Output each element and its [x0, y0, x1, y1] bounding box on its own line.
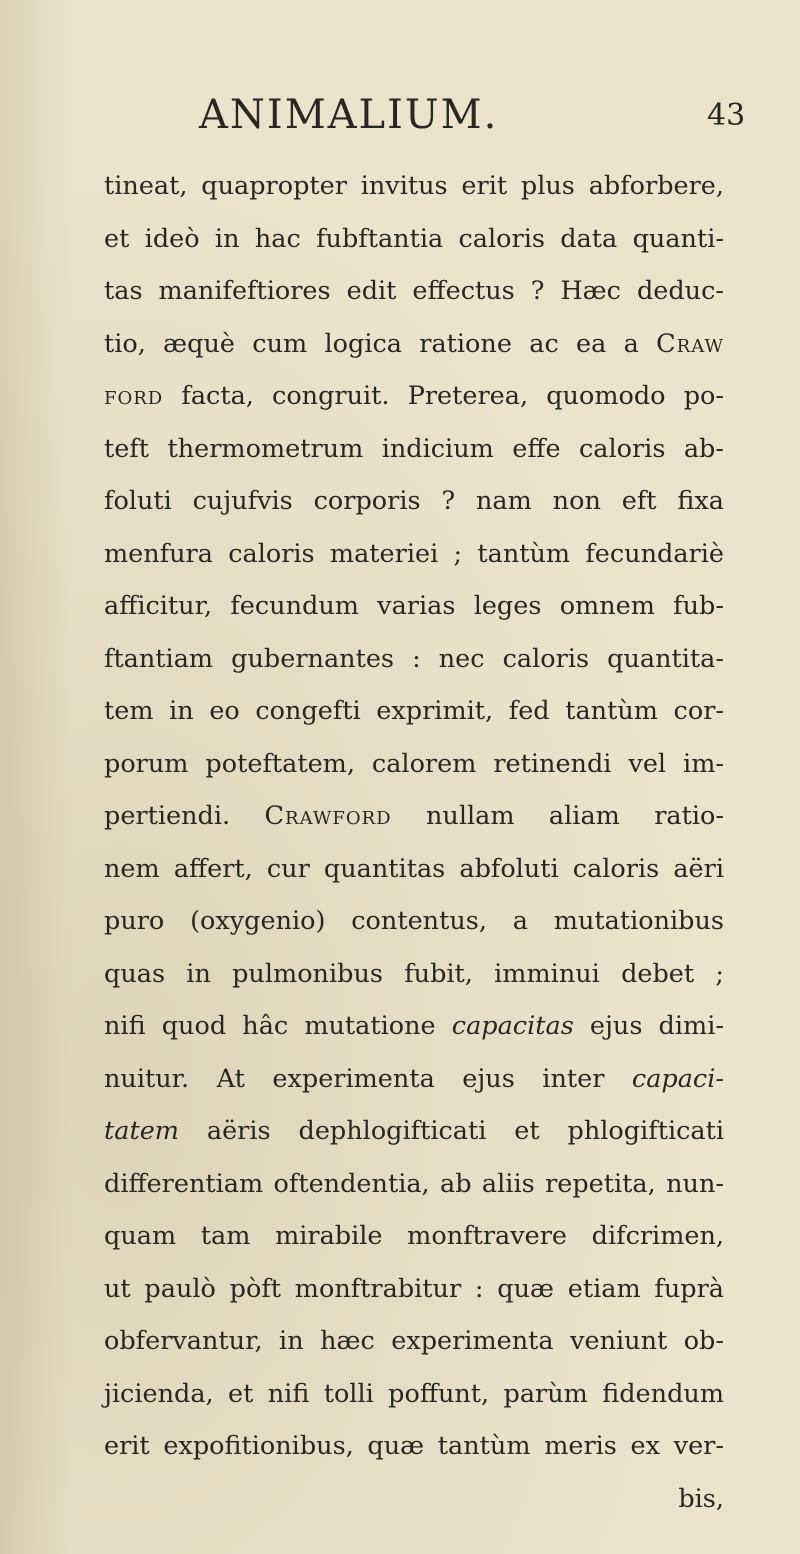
page-number: 43	[707, 98, 746, 133]
text-line	[104, 1158, 724, 1211]
text-line	[104, 423, 724, 476]
text-segment: foluti cujufvis corporis ? nam non eft fixa	[104, 486, 724, 516]
text-line	[104, 948, 724, 1001]
text-segment: jicienda, et nifi tolli poffunt, parùm fidendum	[104, 1378, 724, 1409]
text-line	[104, 1315, 724, 1368]
running-title: ANIMALIUM.	[199, 92, 499, 138]
text-line	[104, 1000, 724, 1053]
text-segment: aëris dephlogifticati et phlogifticati	[178, 1116, 724, 1146]
text-segment: capacitas	[451, 1011, 574, 1041]
text-segment: Craw	[656, 328, 724, 359]
text-segment: quas in pulmonibus fubit, imminui debet ;	[104, 958, 724, 989]
text-line	[104, 1368, 724, 1421]
running-head	[0, 92, 800, 142]
text-segment: tatem	[104, 1116, 179, 1146]
text-segment: tem in eo congefti exprimit, fed tantùm cor-	[104, 696, 724, 726]
text-segment: nullam aliam ratio-	[391, 801, 724, 831]
text-segment: et ideò in hac fubftantia caloris data quanti-	[104, 223, 724, 254]
text-segment: ford	[104, 381, 164, 411]
text-line	[104, 318, 724, 371]
text-line	[104, 475, 724, 528]
body-text	[104, 160, 724, 1525]
text-line	[104, 213, 724, 266]
text-segment: nifi quod hâc mutatione	[104, 1011, 452, 1041]
text-line	[104, 895, 724, 948]
text-segment: tas manifeftiores edit effectus ? Hæc deduc-	[104, 276, 724, 306]
text-segment: tineat, quapropter invitus erit plus abforbere,	[104, 171, 724, 201]
text-line	[104, 685, 724, 738]
text-segment: ut paulò pòft monftrabitur : quæ etiam fuprà	[104, 1273, 724, 1304]
text-line	[104, 528, 724, 581]
text-segment: Crawford	[264, 801, 392, 831]
text-segment: pertiendi.	[104, 801, 265, 831]
text-line	[104, 1210, 724, 1263]
text-segment: ftantiam gubernantes : nec caloris quantita-	[104, 643, 724, 674]
catchword: bis,	[678, 1483, 724, 1514]
text-line	[104, 160, 724, 213]
text-segment: puro (oxygenio) contentus, a mutationibus	[104, 906, 724, 936]
text-line	[104, 1105, 724, 1158]
text-line	[104, 1420, 724, 1473]
text-segment: tio, æquè cum logica ratione ac ea a	[104, 328, 657, 359]
text-segment: ejus dimi-	[573, 1011, 724, 1041]
text-segment: capaci-	[631, 1063, 724, 1094]
text-segment: nem affert, cur quantitas abfoluti caloris aëri	[104, 853, 724, 884]
text-segment: menfura caloris materiei ; tantùm fecundariè	[104, 538, 724, 569]
text-line	[104, 1053, 724, 1106]
text-line	[104, 633, 724, 686]
text-segment: obfervantur, in hæc experimenta veniunt ob-	[104, 1326, 724, 1356]
text-line	[104, 370, 724, 423]
text-line	[104, 265, 724, 318]
text-segment: erit expofitionibus, quæ tantùm meris ex ver-	[104, 1431, 724, 1461]
text-line	[104, 1263, 724, 1316]
text-segment: porum poteftatem, calorem retinendi vel im-	[104, 748, 724, 779]
text-line	[104, 790, 724, 843]
text-line	[104, 580, 724, 633]
text-segment: facta, congruit. Preterea, quomodo po-	[163, 381, 724, 411]
text-segment: differentiam oftendentia, ab aliis repetita, nun-	[104, 1168, 724, 1199]
text-segment: quam tam mirabile monftravere difcrimen,	[104, 1221, 724, 1251]
text-segment: afficitur, fecundum varias leges omnem fub-	[104, 591, 724, 621]
text-segment: nuitur. At experimenta ejus inter	[104, 1063, 632, 1094]
text-line	[104, 738, 724, 791]
text-line	[104, 843, 724, 896]
text-segment: teft thermometrum indicium effe caloris ab-	[104, 433, 724, 464]
